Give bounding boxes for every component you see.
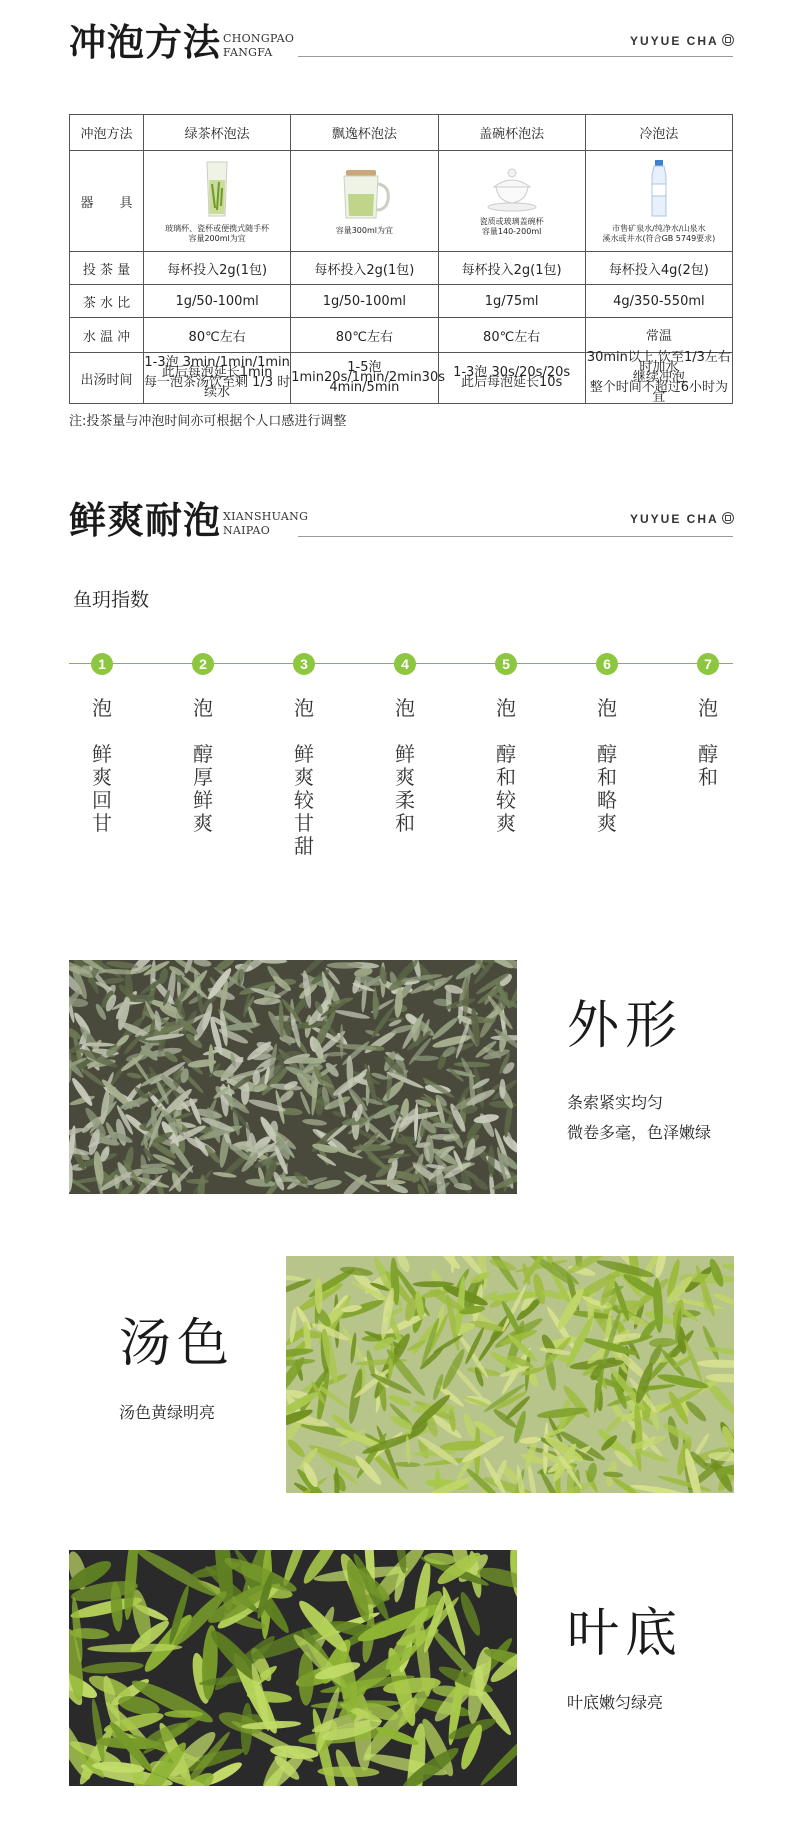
feature-heading: 汤色 — [119, 1314, 236, 1374]
step-char: 甘 — [294, 811, 314, 835]
brewing-note: 注:投茶量与冲泡时间亦可根据个人口感进行调整 — [69, 414, 347, 429]
vessel-cell — [144, 151, 291, 252]
step-char: 泡 — [92, 696, 112, 720]
step-char: 和 — [597, 765, 617, 789]
tea-in-glass-photo — [286, 1256, 734, 1493]
step-char: 鲜 — [92, 742, 112, 766]
step-char: 鲜 — [395, 742, 415, 766]
table-header-cell: 冲泡方法 — [70, 115, 144, 151]
step-char: 甜 — [294, 834, 314, 858]
table-header-row — [70, 115, 733, 151]
step-number-badge: 3 — [293, 653, 315, 675]
table-row — [70, 353, 733, 404]
step-char: 较 — [496, 788, 516, 812]
table-cell: 每杯投入4g(2包) — [585, 252, 732, 285]
table-header-cell: 飘逸杯泡法 — [291, 115, 438, 151]
step-char: 泡 — [698, 696, 718, 720]
table-cell: 每杯投入2g(1包) — [291, 252, 438, 285]
section-title-freshness: 鲜爽耐泡 — [69, 498, 221, 542]
step-char: 爽 — [496, 811, 516, 835]
step-char: 爽 — [92, 765, 112, 789]
table-cell: 1-3泡 3min/1min/1min 此后每泡延长1min 每一泡茶汤饮至剩 1/3 时续水 — [144, 353, 291, 404]
step-number-badge: 6 — [596, 653, 618, 675]
step-char: 爽 — [597, 811, 617, 835]
header-divider — [298, 56, 733, 57]
wet-tea-leaves-photo — [69, 1550, 517, 1786]
table-row — [70, 285, 733, 318]
step-char: 柔 — [395, 788, 415, 812]
brand-text: YUYUE CHA — [630, 512, 719, 526]
brand-logo — [630, 512, 734, 526]
vessel-caption: 容量300ml为宜 — [335, 226, 394, 235]
step-char: 和 — [496, 765, 516, 789]
brewing-table — [69, 114, 733, 404]
table-row-vessel — [70, 151, 733, 252]
table-cell: 每杯投入2g(1包) — [438, 252, 585, 285]
vessel-caption: 玻璃杯、瓷杯或便携式随手杯 容量200ml为宜 — [165, 224, 270, 243]
brand-seal-icon — [722, 34, 734, 46]
table-header-cell: 盖碗杯泡法 — [438, 115, 585, 151]
feature-line: 叶底嫩匀绿亮 — [567, 1693, 664, 1712]
feature-description — [567, 1688, 663, 1718]
table-cell: 每杯投入2g(1包) — [144, 252, 291, 285]
row-label: 出汤时间 — [70, 353, 144, 404]
feature-heading: 外形 — [567, 996, 684, 1056]
brand-logo — [630, 34, 734, 48]
step-number-badge: 7 — [697, 653, 719, 675]
row-label: 水 温 冲 — [70, 318, 144, 353]
table-cell: 30min以上 饮至1/3左右时加水 继续冲泡 整个时间不超过6小时为宜 — [586, 350, 731, 405]
step-char: 和 — [395, 811, 415, 835]
step-char: 泡 — [496, 696, 516, 720]
step-char: 醇 — [193, 742, 213, 766]
section-title-brewing: 冲泡方法 — [69, 20, 221, 64]
row-label: 茶 水 比 — [70, 285, 144, 318]
gaiwan-icon — [482, 165, 542, 213]
step-char: 厚 — [193, 765, 213, 789]
table-cell: 1g/50-100ml — [291, 285, 438, 318]
row-label: 投 茶 量 — [70, 252, 144, 285]
step-char: 泡 — [294, 696, 314, 720]
table-cell: 1g/50-100ml — [144, 285, 291, 318]
section-pinyin-brewing — [223, 32, 294, 60]
step-char: 鲜 — [294, 742, 314, 766]
pinyin-line-1: CHONGPAO — [223, 32, 295, 45]
feature-line: 微卷多毫，色泽嫩绿 — [567, 1123, 712, 1142]
table-header-cell: 绿茶杯泡法 — [144, 115, 291, 151]
table-cell: 80℃左右 — [144, 318, 291, 353]
table-cell: 1-5泡 1min20s/1min/2min30s 4min/5min — [291, 353, 438, 404]
pinyin-line-2: FANGFA — [223, 46, 273, 59]
vessel-cell — [438, 151, 585, 252]
step-char: 鲜 — [193, 788, 213, 812]
step-char: 泡 — [193, 696, 213, 720]
water-bottle-icon — [644, 158, 674, 220]
feature-heading: 叶底 — [567, 1604, 684, 1664]
step-char: 醇 — [597, 742, 617, 766]
step-char: 爽 — [395, 765, 415, 789]
table-cell: 4g/350-550ml — [585, 285, 732, 318]
vessel-cell — [585, 151, 732, 252]
section-pinyin-freshness — [223, 510, 308, 538]
vessel-cell — [291, 151, 438, 252]
header-divider — [298, 536, 733, 537]
step-char: 醇 — [698, 742, 718, 766]
feature-description — [119, 1398, 215, 1428]
step-char: 爽 — [294, 765, 314, 789]
step-char: 泡 — [395, 696, 415, 720]
feature-line: 汤色黄绿明亮 — [119, 1403, 216, 1422]
brand-seal-icon — [722, 512, 734, 524]
feature-line: 条索紧实均匀 — [567, 1093, 664, 1112]
vessel-caption: 瓷质或玻璃盖碗杯 容量140-200ml — [479, 217, 544, 236]
step-number-badge: 5 — [495, 653, 517, 675]
table-cell: 常温 — [585, 318, 732, 353]
step-char: 甘 — [92, 811, 112, 835]
step-char: 爽 — [193, 811, 213, 835]
feature-description — [567, 1088, 711, 1148]
step-char: 醇 — [496, 742, 516, 766]
step-number-badge: 2 — [192, 653, 214, 675]
step-number-badge: 4 — [394, 653, 416, 675]
pinyin-line-1: XIANSHUANG — [223, 510, 309, 523]
table-cell: 1-3泡 30s/20s/20s 此后每泡延长10s — [438, 353, 585, 404]
table-cell: 80℃左右 — [438, 318, 585, 353]
table-cell: 1g/75ml — [438, 285, 585, 318]
step-number-badge: 1 — [91, 653, 113, 675]
step-char: 较 — [294, 788, 314, 812]
dry-tea-leaves-photo — [69, 960, 517, 1194]
teapot-icon — [334, 166, 394, 222]
index-title: 鱼玥指数 — [73, 589, 150, 611]
step-char: 回 — [92, 788, 112, 812]
table-cell: 80℃左右 — [291, 318, 438, 353]
table-header-cell: 冷泡法 — [585, 115, 732, 151]
brand-text: YUYUE CHA — [630, 34, 719, 48]
vessel-caption: 市售矿泉水/纯净水/山泉水 溪水或井水(符合GB 5749要求) — [602, 224, 716, 243]
step-char: 泡 — [597, 696, 617, 720]
row-label: 器 具 — [70, 151, 144, 252]
table-row — [70, 318, 733, 353]
step-char: 略 — [597, 788, 617, 812]
table-row — [70, 252, 733, 285]
pinyin-line-2: NAIPAO — [223, 524, 271, 537]
step-char: 和 — [698, 765, 718, 789]
glass-cup-icon — [197, 158, 237, 220]
